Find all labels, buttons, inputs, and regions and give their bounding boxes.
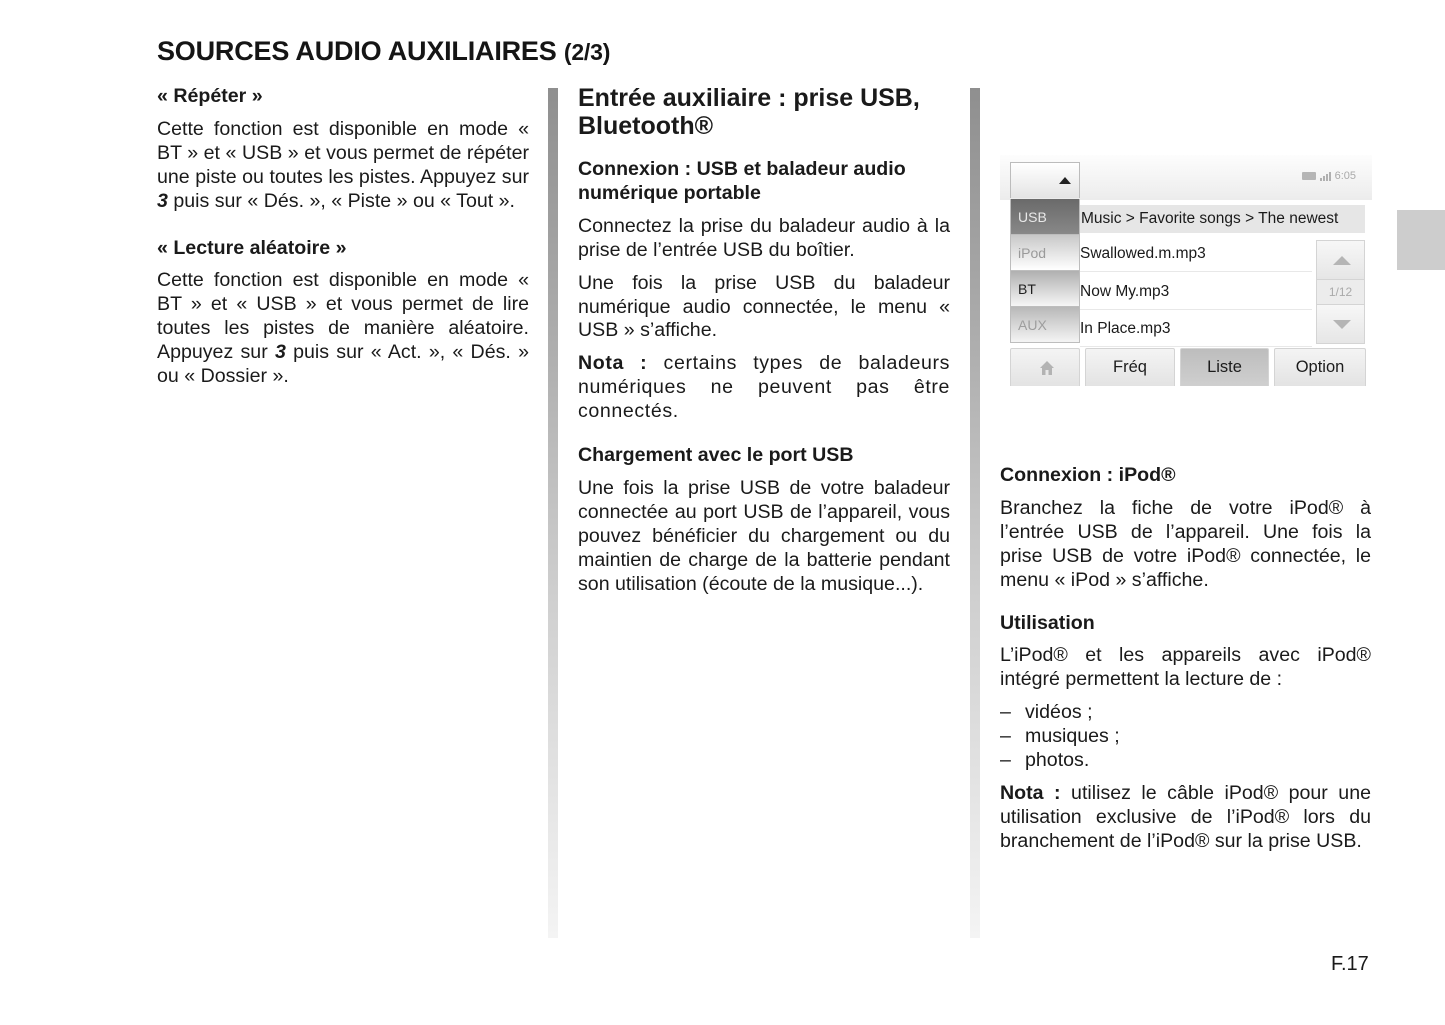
column-divider bbox=[970, 88, 980, 938]
usb-connection-heading: Connexion : USB et baladeur audio numérique portable bbox=[578, 158, 906, 204]
page-number: F.17 bbox=[1331, 953, 1369, 975]
list-item: – musiques ; bbox=[1000, 725, 1371, 749]
triangle-up-icon bbox=[1059, 177, 1071, 184]
source-bt[interactable]: BT bbox=[1010, 271, 1080, 307]
usage-para: L’iPod® et les appareils avec iPod® intégré permettent la lecture de : bbox=[1000, 644, 1371, 691]
usb-note bbox=[578, 352, 950, 424]
source-collapse-button[interactable] bbox=[1010, 162, 1080, 198]
shuffle-body-text-end: puis sur « Act. », « Dés. » ou « Dossier ». bbox=[157, 341, 529, 388]
repeat-body-text: Cette fonction est disponible en mode « BT » et « USB » et vous permet de répéter une piste ou toutes les pistes. Appuyez sur bbox=[157, 117, 529, 188]
option-button[interactable]: Option bbox=[1274, 348, 1366, 386]
note-label: Nota : bbox=[1000, 781, 1061, 804]
left-column bbox=[157, 84, 529, 398]
right-column bbox=[1000, 464, 1371, 863]
source-aux[interactable]: AUX bbox=[1010, 307, 1080, 343]
source-list bbox=[1010, 199, 1080, 343]
status-icons bbox=[1302, 170, 1356, 182]
signal-icon bbox=[1320, 172, 1331, 181]
shuffle-body-text: Cette fonction est disponible en mode « BT » et « USB » et vous permet de lire toutes les pistes de manière aléatoire. Appuyez sur bbox=[157, 269, 529, 364]
source-ipod[interactable]: iPod bbox=[1010, 235, 1080, 271]
bottom-toolbar bbox=[1010, 348, 1366, 386]
track-item[interactable]: Now My.mp3 bbox=[1080, 273, 1312, 310]
list-item: – photos. bbox=[1000, 749, 1371, 773]
media-type-list bbox=[1000, 701, 1371, 773]
column-divider bbox=[548, 88, 558, 938]
ipod-note bbox=[1000, 782, 1371, 854]
clock: 6:05 bbox=[1334, 170, 1356, 182]
usage-heading: Utilisation bbox=[1000, 611, 1095, 634]
note-text: utilisez le câble iPod® pour une utilisation exclusive de l’iPod® lors du branchement de l’iPod® sur la prise USB. bbox=[1000, 781, 1371, 852]
page-indicator: 1/12 bbox=[1316, 280, 1365, 304]
multimedia-screen bbox=[1000, 155, 1372, 390]
home-button[interactable] bbox=[1010, 348, 1080, 386]
page-title-suffix: (2/3) bbox=[563, 39, 611, 65]
charging-para: Une fois la prise USB de votre baladeur connectée au port USB de l’appareil, vous pouvez bénéficier du chargement ou du maintien de charge de la batterie pendant son utilisation (écoute de la musique...). bbox=[578, 476, 950, 595]
home-icon bbox=[1039, 360, 1055, 376]
chapter-side-tab bbox=[1397, 210, 1445, 270]
key-3: 3 bbox=[274, 341, 286, 364]
note-label: Nota : bbox=[578, 352, 648, 375]
ipod-connection-heading: Connexion : iPod® bbox=[1000, 464, 1176, 486]
page-title bbox=[157, 36, 610, 67]
list-item: – vidéos ; bbox=[1000, 701, 1371, 725]
middle-column bbox=[578, 84, 950, 606]
shuffle-heading: « Lecture aléatoire » bbox=[157, 236, 347, 259]
scroll-down-button[interactable] bbox=[1316, 304, 1365, 344]
repeat-body bbox=[157, 118, 529, 214]
shuffle-body bbox=[157, 269, 529, 389]
freq-button[interactable]: Fréq bbox=[1085, 348, 1175, 386]
source-usb[interactable]: USB bbox=[1010, 199, 1080, 235]
aux-input-heading: Entrée auxiliaire : prise USB, Bluetooth® bbox=[578, 84, 920, 140]
track-item[interactable]: In Place.mp3 bbox=[1080, 310, 1312, 347]
repeat-body-text-end: puis sur « Dés. », « Piste » ou « Tout ». bbox=[167, 189, 515, 212]
battery-icon bbox=[1302, 172, 1316, 180]
arrow-up-icon bbox=[1333, 256, 1351, 265]
arrow-down-icon bbox=[1333, 320, 1351, 329]
breadcrumb: Music > Favorite songs > The newest bbox=[1080, 205, 1365, 233]
usb-connection-para-1: Connectez la prise du baladeur audio à la prise de l’entrée USB du boîtier. bbox=[578, 214, 950, 261]
scroll-up-button[interactable] bbox=[1316, 240, 1365, 280]
note-text: certains types de baladeurs numériques ne peuvent pas être connectés. bbox=[578, 352, 950, 423]
repeat-heading: « Répéter » bbox=[157, 85, 263, 107]
key-3: 3 bbox=[157, 189, 168, 212]
page-title-text: SOURCES AUDIO AUXILIAIRES bbox=[157, 36, 557, 66]
list-button[interactable]: Liste bbox=[1180, 348, 1269, 386]
track-item[interactable]: Swallowed.m.mp3 bbox=[1080, 235, 1312, 272]
usb-connection-para-2: Une fois la prise USB du baladeur numérique audio connectée, le menu « USB » s’affiche. bbox=[578, 271, 950, 342]
charging-heading: Chargement avec le port USB bbox=[578, 444, 854, 467]
ipod-connection-para: Branchez la fiche de votre iPod® à l’entrée USB de l’appareil. Une fois la prise USB de votre iPod® connectée, le menu « iPod » s’affiche. bbox=[1000, 496, 1371, 591]
